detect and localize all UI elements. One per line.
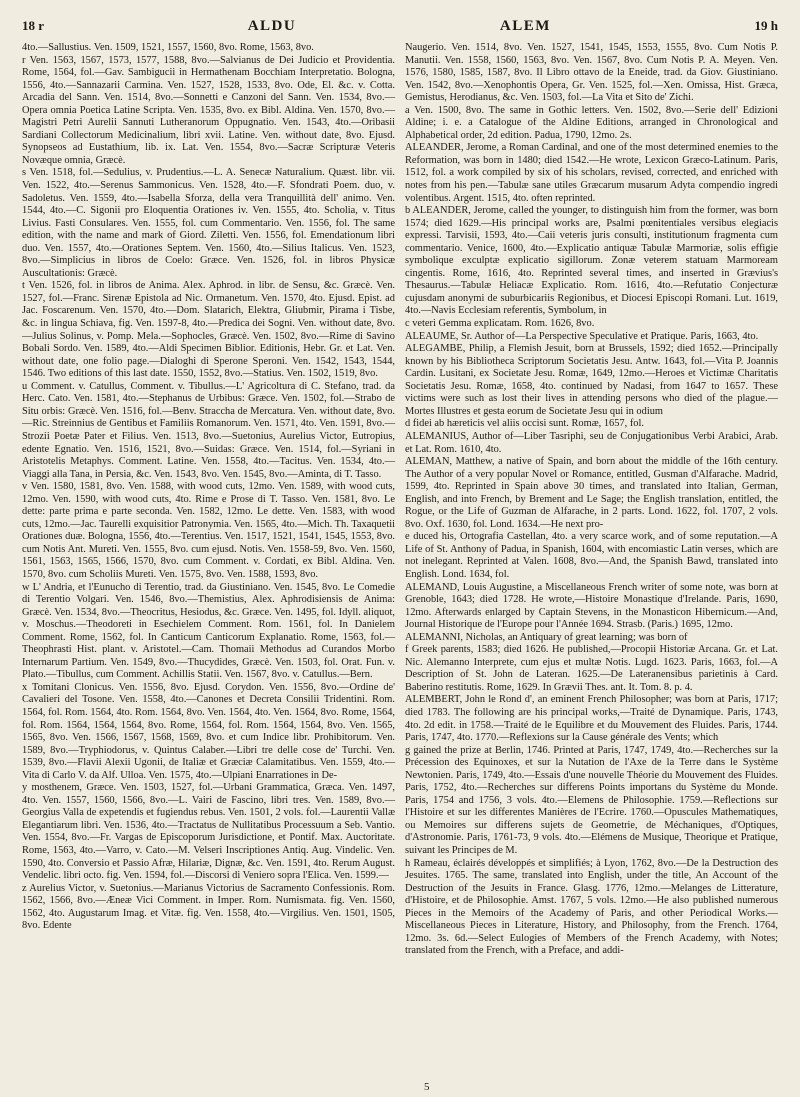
catalogue-entry: u Comment. v. Catullus, Comment. v. Tibullus.—L' Agricoltura di C. Stefano, trad. da Herc. Cato. Ven. 1581, 4to.—Stephanus de Urbibus: Græce. Ven. 1502, fol.—Strabo de Situ orbis: Græcè. Ven. 1516, fol.—Benv. Straccha de Mercatura. Ven. without date, 8vo.—Ric. Streinnius de Gentibus et Familiis Romanorum. Ven. 1571, 4to. Ven. 1591, 8vo.—Strozii Poetæ Pater et Filius. Ven. 1513, 8vo.—Suetonius, Aurelius Victor, Eutropius, edente Egnatio. Ven. 1516, 1521, 8vo.—Suidas: Græce. Ven. 1514, fol.—Syriani in Aristotelis Metaphys. Comment. Latine. Ven. 1558, 4to.—Tacitus. Ven. 1534, 4to.—Viaggi alla Tana, in Persia, &c. Ven. 1543, 8vo. Ven. 1545, 8vo.—Aminta, di T. Tasso. [22, 380, 395, 480]
catalogue-entry: ALEMANIUS, Author of—Liber Tasriphi, seu de Conjugationibus Verbi Arabici, Arab. et Lat. Rom. 1610, 4to. [405, 430, 778, 455]
catalogue-entry: t Ven. 1526, fol. in libros de Anima. Alex. Aphrod. in libr. de Sensu, &c. Græcè. Ven. 1527, fol.—Franc. Sirenæ Epistola ad Nic. Ormanetum. Ven. 1570, 4to. Ejusd. Epist. ad Jac. Foscarenum. Ven. 1570, 4to.—Dom. Slatarich, Elektra, Gliubmir, Pirama i Tisbe, &c. in lingua Schiava, fig. Ven. 1597-8, 4to.—Predica dei Sogni. Ven. without date, 8vo.—Julius Solinus, v. Pomp. Mela.—Sophocles, Græcè. Ven. 1502, 8vo.—Rime di Savino Bobali Sordo. Ven. 1589, 4to.—Aldi Specimen Biblior. Editionis, Hebr. Gr. et Lat. Ven. without date, one folio page.—Dialoghi di Sperone Speroni. Ven. 1542, 1543, 1544, 1546. Two editions of this last date. 1550, 1552, 8vo.—Statius. Ven. 1502, 1519, 8vo. [22, 280, 395, 380]
catalogue-entry: ALEMANNI, Nicholas, an Antiquary of great learning; was born of [405, 631, 688, 643]
catalogue-entry: y mosthenem, Græce. Ven. 1503, 1527, fol.—Urbani Grammatica, Græca. Ven. 1497, 4to. Ven. 1557, 1560, 1566, 8vo.—L. Vairi de Fascino, libri tres. Ven. 1589, 8vo.—Georgius Valla de expetendis et fugiendus rebus. Ven. 1501, 2 vols. fol.—Laurentii Vallæ Elegantiarum libri. Ven. 1536, 4to.—Tractatus de Nullitatibus Processuum a Seb. Vantio. Ven. 1554, 8vo.—Fr. Vargas de Episcoporum Jurisdictione, et Pontif. Max. Auctoritate. Rome, 1563, 4to.—Varro, v. Cato.—M. Velseri Inscriptiones Antiq. Aug. Vindelic. Ven. 1590, 4to. Conversio et Passio Afræ, Hilariæ, Dignæ, &c. Ven. 1591, 4to. Rerum August. Vendelic. libri octo. fig. Ven. 1594, fol.—Discorsi di Veniero sopra l'Elica. Ven. 1599.— [22, 782, 395, 882]
catalogue-entry: e duced his, Ortografia Castellan, 4to. a very scarce work, and of some reputation.—A Life of St. Anthony of Padua, in Spanish, 1604, with encomiastic Latin verses, which are not inelegant. Reprinted at Valen. 1608, 8vo.—And, the Spanish Bawd, translated into English. Lond. 1634, fol. [405, 531, 778, 580]
catalogue-entry: ALEAUME, Sr. Author of—La Perspective Speculative et Pratique. Paris, 1663, 4to. [405, 330, 759, 342]
printer-signature: 5 [424, 1081, 430, 1093]
catalogue-entry: f Greek parents, 1583; died 1626. He published,—Procopii Historiæ Arcana. Gr. et Lat. Nic. Alemanno Interprete, cum ejus et multæ Notis. Lugd. 1623. Paris, 1663, fol.—A Description of St. John de Lateran. 1625.—De Lateranensibus parietinis à Card. Baberino restitutis. Rome, 1629. In Grævii Thes. ant. It. Tom. 8. p. 4. [405, 644, 778, 693]
left-running-head: ALDU [247, 18, 297, 34]
catalogue-entry: ALEMAN, Matthew, a native of Spain, and born about the middle of the 16th century. The Author of a very popular Novel or Romance, entitled, Gusman d'Alfarache. Madrid, 1599, 4to. Reprinted in Spain above 30 times, and translated into Italian, German, English, and into French, by Brement and Le Sage; the English translation, entitled, the Rogue, or the Life of Guzman de Alfarache, in 2 parts. Lond. 1622, fol. 1707, 2 vols. 8vo. Oxf. 1630, fol. Lond. 1634.—He next pro- [405, 456, 778, 530]
catalogue-entry: z Aurelius Victor, v. Suetonius.—Marianus Victorius de Sacramento Confessionis. Rom. 1562, 1566, 8vo.—Æneæ Vici Comment. in Imper. Rom. Numismata. fig. Ven. 1560, 1562, 4to. Augustarum Imag. et Vitæ. fig. Ven. 1558, 4to.—Virgilius. Ven. 1501, 1505, 8vo. Edente [22, 882, 395, 932]
catalogue-entry: w L' Andria, et l'Eunucho di Terentio, trad. da Giustiniano. Ven. 1545, 8vo. Le Comedie di Terentio Volgari. Ven. 1546, 8vo.—Themistius, Alex. Aphrodisiensis de Anima: Græcè. Ven. 1534, 8vo.—Theocritus, Hesiodus, &c. Græce. Ven. 1495, fol. Idyll. aliquot, v. Moschus.—Theodoreti in Esechielem Comment. Rom. 1561, fol. In Danielem Comment. Rome, 1562, fol. In Canticum Canticorum Explanatio. Rome, 1563, fol.—Theophrasti Hist. plant. v. Aristotel.—Cam. Thomaii Methodus ad Curandos Morbo Internarum Partium. Ven. 1549, 8vo.—Thucydides, Græcè. Ven. 1503, fol. Orat. Fun. v. Plato.—Tibullus, cum Comment. Achillis Statii. Ven. 1567, 8vo. v. Catullus.—Bern. [22, 581, 395, 681]
catalogue-entry: h Rameau, éclairés développés et simplifiés; à Lyon, 1762, 8vo.—De la Destruction des Jesuites. 1765. The same, translated into English, under the title, An Account of the Destruction of the Jesuits in France. Glasg. 1776, 12mo.—Melanges de Litterature, d'Histoire, et de Philosophie. Amst. 1767, 5 vols. 12mo.—He also published numerous Pieces in the Memoirs of the Academy of Paris, and other Periodical Works.—Miscellaneous Pieces in Literature, History, and Philosophy, from the French. 1764, 12mo. 3s. 6d.—Select Eulogies of Members of the French Academy, with Notes; translated from the French, with a Preface, and addi- [405, 857, 778, 957]
catalogue-entry: ALEANDER, Jerome, a Roman Cardinal, and one of the most determined enemies to the Reformation, was born in 1480; died 1542.—He wrote, Lexicon Græco-Latinum. Paris, 1512, fol. a work compiled by six of his scholars, revised, corrected, and enriched with notes from his pen.—Tabulæ sane utiles Græcarum musarum Adyta compendio ingredi volentibus. Argent. 1515, 4to. often reprinted. [405, 142, 778, 204]
catalogue-entry: b ALEANDER, Jerome, called the younger, to distinguish him from the former, was born 1574; died 1629.—His principal works are, Psalmi pœnitentiales versibus elegiacis expressi. Tarvisii, 1593, 4to.—Caii veteris juris consulti, institutionum fragmenta cum commentario. Venice, 1600, 4to.—Explicatio antiquæ Tabulæ Marmoriæ, solis effigie symbolique exculptæ explicatio sigillorum. Zonæ veterem statuam Marmoream cingentis. Rome, 1616, 4to. Reprinted several times, and inserted in Grævius's Thesaurus.—Tabulæ Heliacæ Explicatio. Rom. 1616, 4to.—Refutatio Conjecturæ cujusdam anonymi de suburbicariis Regionibus, et Diocesi Episcopi Romani. Lut. 1619, 4to.—Navis Ecclesiam referentis, Symbolum, in [405, 205, 778, 317]
catalogue-entry: ALEMAND, Louis Augustine, a Miscellaneous French writer of some note, was born at Grenoble, 1643; died 1728. He wrote,—Histoire Monastique d'Irelande. Paris, 1690, 12mo. Afterwards enlarged by Captain Stevens, in the Monasticon Hibernicum.—And, Journal Historique de l'Europe pour l'Année 1694. Strasb. (Paris.) 1695, 12mo. [405, 581, 778, 631]
catalogue-entry: ALEGAMBE, Philip, a Flemish Jesuit, born at Brussels, 1592; died 1652.—Principally known by his Bibliotheca Scriptorum Societatis Jesu. Antw. 1643, fol.—Vita P. Joannis Cardin. Lusitani, ex Societate Jesu. Romæ, 1649, 12mo.—Heroes et Victimæ Charitatis Societatis Jesu. Romæ, 1658, 4to. continued by Nadasi, from 1647 to 1657. These victims were such as lost their lives in attending persons who died of the plague.—Mortes Illustres et gesta eorum de Societate Jesu qui in odium [405, 343, 778, 417]
two-column-body [22, 42, 778, 958]
catalogue-entry: Naugerio. Ven. 1514, 8vo. Ven. 1527, 1541, 1545, 1553, 1555, 8vo. Cum Notis P. Manutii. Ven. 1558, 1560, 1563, 8vo. Ven. 1567, 8vo. Cum Notis P. A. Meyen. Ven. 1576, 1580, 1585, 1587, 8vo. Il Libro ottavo de la Eneide, trad. da Giov. Giustiniano. Ven. 1542, 8vo.—Xenophontis Opera, Gr. Ven. 1525, fol.—Xen. Omissa, Hist. Græca, Gemistus, Herodianus, &c. Ven. 1503, fol.—La Vita et Sito de' Zichi. [405, 42, 778, 104]
catalogue-entry: s Ven. 1518, fol.—Sedulius, v. Prudentius.—L. A. Senecæ Naturalium. Quæst. libr. vii. Ven. 1522, 4to.—Serenus Sammonicus. Ven. 1528, 4to.—F. Sfondrati Poem. duo, v. Sadoletus. Ven. 1559, 4to.—Isabella Sforza, della vera Tranquillità dell' animo. Ven. 1544, 4to.—C. Sigonii pro Eloquentia Orationes iv. Ven. 1555, 4to. Scholia, v. Titus Livius. Fasti Consulares. Ven. 1555, fol. cum Commentario. Ven. 1556, fol. The same edition, with the name and mark of Giord. Ziletti. Ven. 1556, fol. Emendationum libri duo. Ven. 1557, 4to.—Orationes Septem. Ven. 1560, 4to.—Silius Italicus. Ven. 1523, 8vo.—Simplicius in libros de Coelo: Græce. Ven. 1526, fol. in libros Physicæ Auscultationis: Græcè. [22, 167, 395, 279]
catalogue-entry: g gained the prize at Berlin, 1746. Printed at Paris, 1747, 1749, 4to.—Recherches sur la Précession des Equinoxes, et sur la Nutation de l'Axe de la Terre dans le Système Newtonien. Paris, 1749, 4to.—Essais d'une nouvelle Théorie du Mouvement des Fluides. Paris, 1752, 4to.—Recherches sur differens Points importans du Système du Monde. Paris, 1754 and 1756, 3 vols. 4to.—Elemens de Philosophie. 1759.—Reflections sur l'Histoire et sur les differentes Manières de l'Ecrire. 1760.—Opuscules Mathematiques, ou Memoires sur differens sujets de Geometrie, de Méchaniques, d'Optiques, d'Astronomie. Paris, 1761-73, 9 vols. 4to.—Elémens de Musique, Theorique et Pratique, suivant les Principes de M. [405, 744, 778, 856]
page-header [22, 18, 778, 38]
catalogue-entry: x Tomitani Clonicus. Ven. 1556, 8vo. Ejusd. Corydon. Ven. 1556, 8vo.—Ordine de' Cavalieri del Tosone. Ven. 1558, 4to.—Canones et Decreta Consilii Tridentini. Rom. 1564, fol. Rom. 1564, 4to. Rom. 1564, 8vo. Ven. 1564, 4to. Ven. 1564, 8vo. Rome, 1564, fol. Rom. 1564, 1564, 1564, 8vo. Rome, 1564, fol. Rom. 1564, 1564, 8vo. Ven. 1565, 1565, 8vo. Ven. 1566, 1567, 1568, 1569, 8vo. et cum Indice libr. Prohibitorum. Ven. 1589, 8vo.—Tryphiodorus, v. Quintus Calaber.—Libri tre delle cose de' Turchi. Ven. 1539, 8vo.—Flavii Alexii Ugonii, de Italiæ et Græciæ Calamitatibus. Ven. 1559, 4to.—Vita di Carlo V. da Alf. Ulloa. Ven. 1575, 4to.—Ulpiani Enarrationes in De- [22, 681, 395, 781]
catalogue-entry: v Ven. 1580, 1581, 8vo. Ven. 1588, with wood cuts, 12mo. Ven. 1589, with wood cuts, 12mo. Ven. 1590, with wood cuts, 4to. Rime e Prose di T. Tasso. Ven. 1581, 8vo. Le dette: parte prima e parte seconda. Ven. 1582, 12mo. Le dette. Ven. 1583, with wood cuts, 12mo.—Jac. Taurelli exquisitior Patronymia. Ven. 1565, 4to.—Mich. Th. Taxaquetii Orationes duæ. Bologna, 1556, 4to.—Terentius. Ven. 1517, 1521, 1541, 1545, 1553, 8vo. cum Notis Ant. Mureti. Ven. 1555, 8vo. cum ejusd. Notis. Ven. 1558-59, 8vo. Ven. 1560, 1561, 1563, 1565, 1566, 1570, 8vo. cum Comment. v. Cordati, ex Bibl. Aldina. Ven. 1570, 8vo. cum Scholiis Mureti. Ven. 1575, 8vo. Ven. 1588, 1593, 8vo. [22, 481, 395, 580]
catalogue-entry: ALEMBERT, John le Rond d', an eminent French Philosopher; was born at Paris, 1717; died 1783. The following are his principal works,—Traité de Dynamique. Paris, 1743, 4to. 2d edit. in 1758.—Traité de le Equilibre et du Mouvement des Fluides. Paris, 1744. Paris, 1747, 4to. 1770.—Reflexions sur la Cause générale des Vents; which [405, 694, 778, 744]
catalogue-entry: 4to.—Sallustius. Ven. 1509, 1521, 1557, 1560, 8vo. Rome, 1563, 8vo. [22, 42, 314, 53]
right-running-head: ALEM [499, 18, 551, 34]
catalogue-entry: a Ven. 1500, 8vo. The same in Gothic letters. Ven. 1502, 8vo.—Serie dell' Edizioni Aldine; i. e. a Catalogue of the Aldine Editions, arranged in Chronological and Alphabetical order, 2d edition. Padua, 1790, 12mo. 2s. [405, 104, 778, 141]
right-column [405, 42, 778, 958]
left-folio: 18 r [22, 18, 45, 33]
right-folio: 19 h [754, 18, 778, 33]
catalogue-entry: c veteri Gemma explicatam. Rom. 1626, 8vo. [405, 318, 595, 330]
catalogue-entry: d fidei ab hæreticis vel aliis occisi sunt. Romæ, 1657, fol. [405, 418, 644, 430]
catalogue-entry: r Ven. 1563, 1567, 1573, 1577, 1588, 8vo.—Salvianus de Dei Judicio et Providentia. Rome, 1564, fol.—Gav. Sambigucii in Hermathenam Bocchiam Interpretatio. Bologna, 1556, 4to.—Sannazarii Carmina. Ven. 1527, 1528, 1533, 8vo. Ode, El. &c. v. Cotta. Arcadia del Sann. Ven. 1514, 8vo.—Sonnetti e Canzoni del Sann. Ven. 1534, 8vo.—Opera omnia Poetica Latine Scripta. Ven. 1535, 8vo. ex Bibl. Aldina. Ven. 1570, 8vo.—Magistri Petri Aurelii Sannuti Lutheranorum Oppugnatio. Ven. 1543, 4to.—Oribasii Sardiani Collectorum Medicinalium, libri xvii. Latine. Ven. without date, 8vo. Ejusd. Synopseos ad Eustathium, lib. ix. Lat. Ven. 1554, 8vo.—Sacræ Scripturæ Veteris Novæque omnia, Græcè. [22, 54, 395, 166]
left-column [22, 42, 395, 958]
